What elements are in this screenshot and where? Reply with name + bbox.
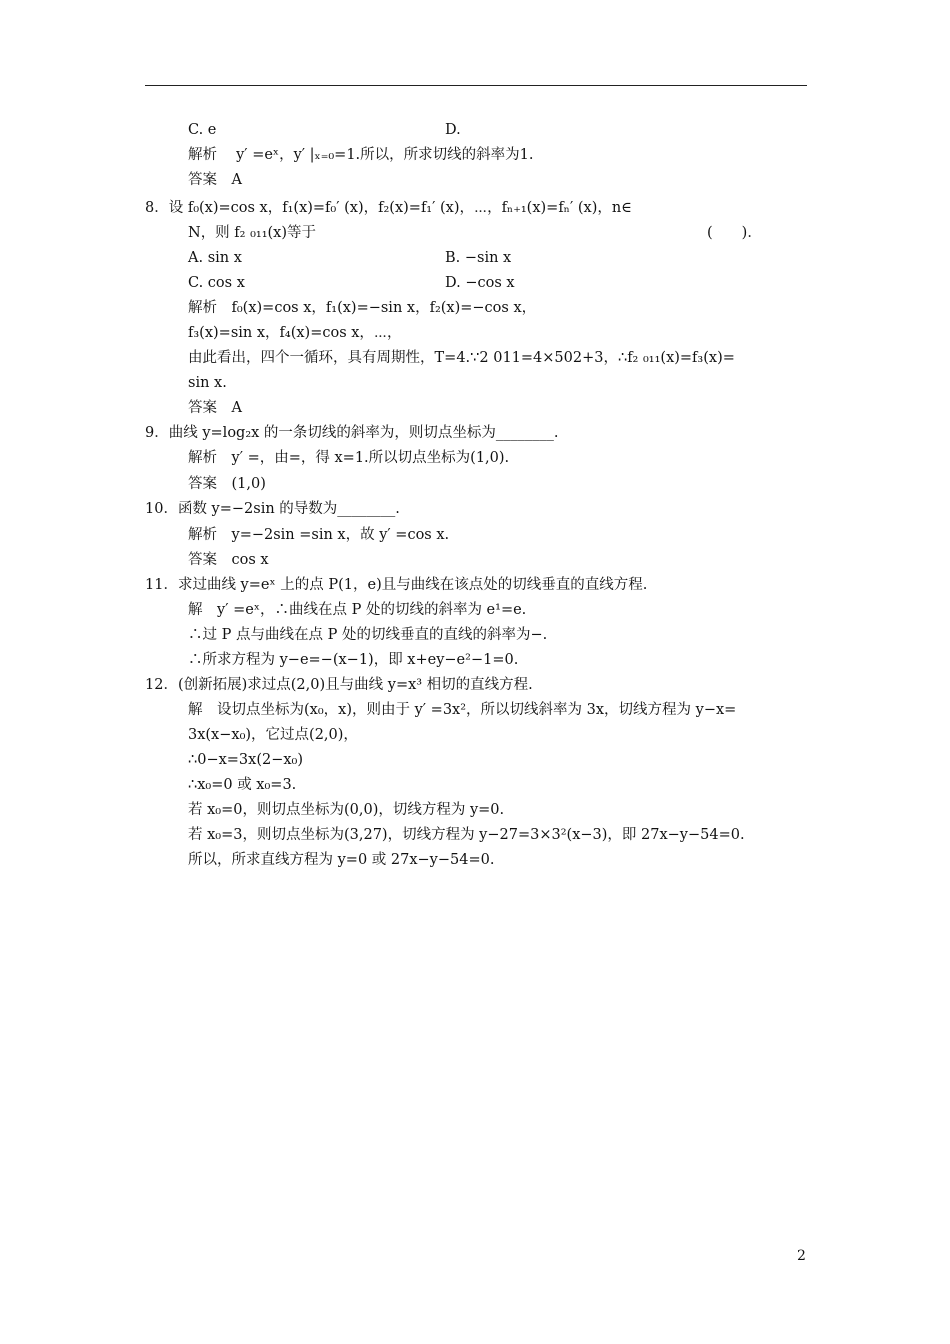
text-line: ∴所求方程为 y−e=−(x−1)，即 x+ey−e²−1=0. bbox=[188, 652, 519, 668]
text-line: 答案 (1,0) bbox=[188, 476, 266, 492]
text-line: 答案 A bbox=[188, 172, 242, 188]
question-12: 12．(创新拓展)求过点(2,0)且与曲线 y=x³ 相切的直线方程. bbox=[145, 677, 533, 693]
option-a: A. sin x bbox=[188, 250, 242, 266]
text-line: 解析 y′ =eˣ，y′ |ₓ₌₀=1.所以，所求切线的斜率为1. bbox=[188, 147, 534, 163]
text-line: f₃(x)=sin x，f₄(x)=cos x，⋯， bbox=[188, 325, 402, 341]
text-line: 解 设切点坐标为(x₀，x)，则由于 y′ =3x²，所以切线斜率为 3x，切线方程为 y−x= bbox=[188, 702, 737, 718]
text-line: 解析 f₀(x)=cos x，f₁(x)=−sin x，f₂(x)=−cos x， bbox=[188, 300, 537, 316]
text-line: 解析 y′ =，由=，得 x=1.所以切点坐标为(1,0). bbox=[188, 450, 510, 466]
question-10: 10．函数 y=−2sin 的导数为________. bbox=[145, 501, 400, 517]
question-8: 8．设 f₀(x)=cos x，f₁(x)=f₀′ (x)，f₂(x)=f₁′ (x)，⋯，fₙ₊₁(x)=fₙ′ (x)，n∈ bbox=[145, 200, 632, 216]
text-line: N，则 f₂ ₀₁₁(x)等于 bbox=[188, 225, 317, 241]
question-9: 9．曲线 y=log₂x 的一条切线的斜率为，则切点坐标为________. bbox=[145, 425, 559, 441]
text-line: 由此看出，四个一循环，具有周期性，T=4.∵2 011=4×502+3，∴f₂ ₀₁₁(x)=f₃(x)= bbox=[188, 350, 735, 366]
option-c: C. cos x bbox=[188, 275, 245, 291]
page-number: 2 bbox=[797, 1248, 806, 1264]
text-line: ∴0−x=3x(2−x₀) bbox=[188, 752, 304, 768]
option-d: D. bbox=[445, 122, 461, 138]
answer-bracket: ( )． bbox=[707, 225, 762, 241]
option-b: B. −sin x bbox=[445, 250, 512, 266]
question-11: 11．求过曲线 y=eˣ 上的点 P(1，e)且与曲线在该点处的切线垂直的直线方程. bbox=[145, 577, 648, 593]
text-line: sin x. bbox=[188, 375, 227, 391]
header-rule bbox=[145, 85, 807, 86]
text-line: 所以，所求直线方程为 y=0 或 27x−y−54=0. bbox=[188, 852, 495, 868]
text-line: 答案 A bbox=[188, 400, 242, 416]
text-line: 若 x₀=0，则切点坐标为(0,0)，切线方程为 y=0. bbox=[188, 802, 505, 818]
text-line: ∴x₀=0 或 x₀=3. bbox=[188, 777, 297, 793]
text-line: 若 x₀=3，则切点坐标为(3,27)，切线方程为 y−27=3×3²(x−3)，即 27x−y−54=0. bbox=[188, 827, 745, 843]
text-line: 3x(x−x₀)，它过点(2,0)， bbox=[188, 727, 358, 743]
text-line: 答案 cos x bbox=[188, 552, 269, 568]
option-d: D. −cos x bbox=[445, 275, 515, 291]
text-line: 解 y′ =eˣ，∴曲线在点 P 处的切线的斜率为 e¹=e. bbox=[188, 602, 527, 618]
text-line: 解析 y=−2sin =sin x，故 y′ =cos x. bbox=[188, 527, 450, 543]
text-line: C. e bbox=[188, 122, 217, 138]
text-line: ∴过 P 点与曲线在点 P 处的切线垂直的直线的斜率为−. bbox=[188, 627, 548, 643]
